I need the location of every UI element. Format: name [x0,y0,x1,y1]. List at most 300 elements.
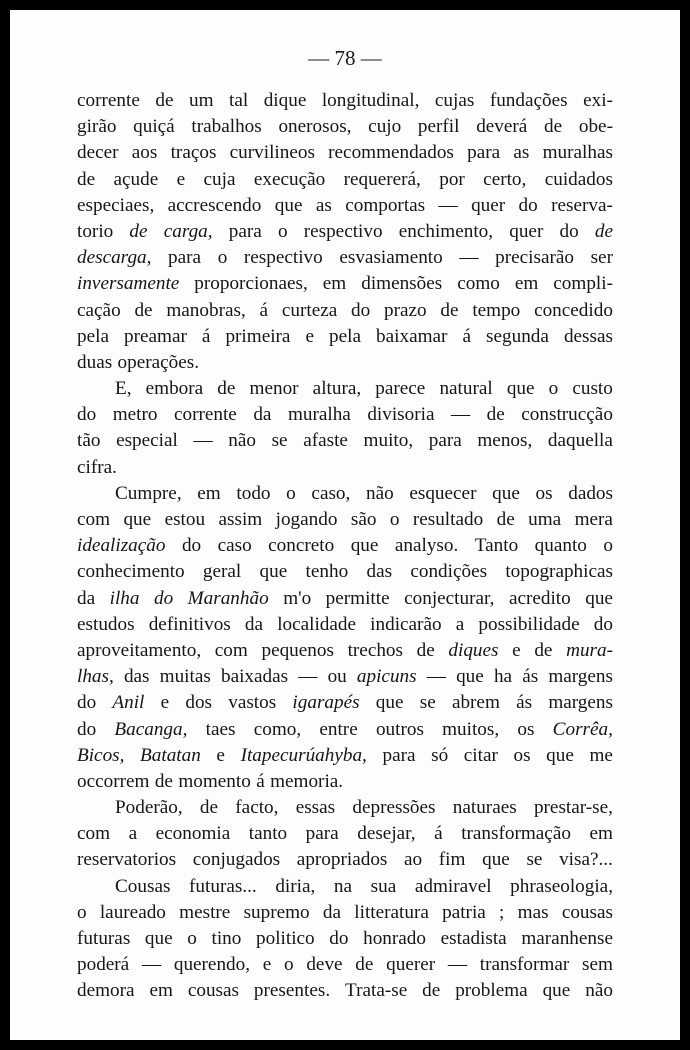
word: o [77,901,87,923]
word: taes [205,718,236,740]
word: de [486,404,505,426]
text-line [77,638,613,664]
word: de [534,639,553,661]
word: inversamente [77,273,180,295]
word: prestar-se, [533,797,613,819]
word: Bacanga, [114,718,188,740]
word: prazo [384,299,427,321]
word: que [375,692,404,714]
word: em [589,823,613,845]
text-line [77,245,613,271]
word: do [559,220,579,242]
word: cousas [187,980,239,1002]
text-line [77,900,613,926]
word: duas [77,351,113,373]
word: demora [77,980,135,1002]
word: que [123,509,152,530]
word: — [450,404,471,426]
book-page [10,10,680,1040]
word: o [603,535,613,557]
word: sem [581,954,613,976]
word: das [123,666,150,688]
word: corrente [173,404,237,426]
word: supremo [243,901,310,923]
word: Corrêa, [552,718,613,740]
word: cujas [434,90,475,111]
word: visa?... [559,849,613,871]
word: idealização [77,535,166,557]
word: e [160,692,170,714]
word: traços [170,142,217,164]
word: topographicas [505,561,613,583]
word: só [431,744,449,766]
word: transformar [479,954,570,976]
word: do [351,299,371,321]
word: de [544,116,563,138]
word: concreto [268,535,335,557]
text-line [77,612,613,638]
word: facto, [235,797,279,819]
word: entre [319,718,358,740]
word: os [513,744,531,766]
word: comportas [345,194,426,216]
word: o [548,378,559,400]
word: daquella [547,430,613,452]
word: para [428,430,462,452]
word: muralha [287,404,351,426]
word: de [199,797,219,819]
word: — [193,430,213,452]
word: occorrem [77,770,150,792]
word: do [518,194,538,216]
word: não [228,430,256,452]
word: girão [77,116,117,138]
word: querer [386,954,436,976]
word: Batatan [140,744,201,766]
word: cousas [561,901,613,923]
word: fundações [489,90,568,111]
word: margens [548,666,613,688]
word: obe- [578,116,613,138]
word: do [77,692,97,714]
word: accrescendo [167,194,262,216]
word: da [244,613,264,635]
word: diques [448,639,499,661]
text-line [77,769,613,795]
word: segunda [486,325,549,347]
word: exi- [583,90,613,111]
word: para [382,744,416,766]
word: tal [229,90,249,111]
word: operações. [117,351,200,373]
body-text [77,88,613,1005]
word: muitos, [442,718,500,740]
word: depressões [352,797,436,819]
word: memoria. [270,770,344,792]
word: onerosos, [278,116,352,138]
word: preamar [124,325,187,347]
word: que [456,666,484,688]
word: Anil [112,692,145,714]
word: manobras, [166,299,246,321]
word: ; [499,901,505,923]
word: todo [236,482,271,504]
word: e [305,325,315,347]
word: requererá, [343,168,421,190]
word: carga, [163,220,213,242]
word: da [77,587,96,609]
word: que [259,561,288,583]
word: ilha [109,587,140,609]
word: longitudinal, [321,90,420,111]
word: que [546,744,574,766]
word: perfil [417,116,460,138]
word: — [426,666,446,688]
word: respectivo [243,247,323,269]
word: torio [77,220,114,242]
text-line [77,455,613,481]
word: curteza [281,299,338,321]
text-line [77,219,613,245]
word: tanto [248,823,288,845]
word: com [214,639,248,661]
word: que [482,849,510,871]
page-number: — 78 — [308,46,382,70]
word: com [77,509,111,530]
text-line [77,271,613,297]
word: de [129,220,148,242]
word: certo, [483,168,527,190]
word: pela [77,325,109,347]
word: execução [253,168,326,190]
word: á [434,823,443,845]
word: em [149,980,173,1002]
word: menos, [477,430,533,452]
word: problema [455,980,528,1002]
word: deverá [476,116,528,138]
word: o [277,220,288,242]
word: de [217,378,236,400]
word: á [259,299,269,321]
word: caso, [311,482,351,504]
word: para [305,823,339,845]
word: proporcionaes, [194,273,308,295]
word: se [271,430,288,452]
word: o [217,247,228,269]
word: Bicos, [77,744,125,766]
word: menor [249,378,299,400]
word: não [585,980,613,1002]
word: de [155,90,174,111]
word: quiçá [133,116,175,138]
word: como, [253,718,302,740]
word: cação [77,299,121,321]
word: tão [77,430,101,452]
word: naturaes [452,797,517,819]
word: vastos [228,692,277,714]
word: trechos [347,639,403,661]
text-line [77,140,613,166]
word: quer [471,194,506,216]
word: litteratura [354,901,429,923]
word: á [462,325,471,347]
word: natural [439,378,493,400]
text-line [77,795,613,821]
word: de [440,299,459,321]
word: patria [442,901,486,923]
word: concedido [534,299,613,321]
word: Maranhão [187,587,269,609]
word: ás [516,692,533,714]
word: muito, [363,430,414,452]
word: politico [256,928,315,949]
word: precisarão [495,247,574,269]
word: decer [77,142,119,164]
word: Tanto [474,535,519,557]
word: baixadas [220,666,289,688]
word: os [535,482,553,504]
word: cifra. [77,456,117,478]
word: com [77,823,111,845]
word: dados [568,482,613,504]
word: de [77,168,96,190]
word: de [422,980,441,1002]
word: das [366,561,393,583]
word: ás [522,666,539,688]
word: transformação [461,823,571,845]
word: dimensões [361,273,443,295]
word: assim [218,509,263,530]
word: phraseologia, [510,875,613,897]
word: o [284,954,294,976]
text-line [77,376,613,402]
word: á [256,770,265,792]
word: especial [116,430,178,452]
word: — [447,954,468,976]
word: mas [517,901,549,923]
word: ha [493,666,513,688]
word: primeira [225,325,291,347]
word: corrente [77,90,140,111]
word: ser [590,247,613,269]
word: Itapecurúahyba, [240,744,367,766]
word: apropriados [296,849,388,871]
word: os [517,718,535,740]
word: abrem [451,692,500,714]
word: citar [463,744,498,766]
word: maranhense [521,928,613,949]
word: por [439,168,465,190]
word: em [197,482,221,504]
text-line [77,114,613,140]
word: reservatorios [77,849,177,871]
word: — [141,954,162,976]
word: da [322,901,342,923]
word: Poderão, [115,797,183,819]
word: deve [306,954,343,976]
word: altura, [312,378,362,400]
word: ou [327,666,347,688]
word: na [333,875,353,897]
word: dique [263,90,307,111]
word: baixamar [376,325,448,347]
word: acredito [508,587,571,609]
word: de [416,639,435,661]
text-line [77,978,613,1004]
word: o [286,482,296,504]
text-line [77,952,613,978]
word: possibilidade [478,613,580,635]
word: que [144,928,173,949]
word: e [262,954,272,976]
word: localidade [277,613,357,635]
text-line [77,664,613,690]
word: estou [164,509,206,530]
word: estudos [77,613,135,635]
word: aproveitamento, [77,639,202,661]
text-line [77,821,613,847]
word: mera [574,509,613,530]
word: analyso. [394,535,459,557]
word: curvilineos [229,142,315,164]
word: como [457,273,500,295]
word: recommendados [328,142,454,164]
word: tempo [472,299,521,321]
word: geral [202,561,242,583]
word: para [168,247,202,269]
word: o [389,509,400,530]
word: se [526,849,543,871]
word: igarapés [292,692,360,714]
text-line [77,847,613,873]
word: cuja [203,168,236,190]
word: poderá [77,954,130,976]
word: para [467,142,501,164]
word: um [188,90,214,111]
word: futuras [77,928,131,949]
word: muralhas [542,142,613,164]
word: não [365,482,394,504]
word: divisoria [367,404,435,426]
text-line [77,690,613,716]
text-line [77,402,613,428]
word: sua [370,875,397,897]
word: do [181,535,202,557]
word: que [274,194,303,216]
word: que [585,587,613,609]
word: cuidados [544,168,613,190]
word: apicuns [356,666,417,688]
word: mura- [566,639,613,661]
word: do [77,404,97,426]
text-line [77,717,613,743]
word: açude [113,168,159,190]
word: embora [145,378,204,400]
word: margens [548,692,613,714]
word: descarga, [77,247,152,269]
word: dessas [563,325,613,347]
word: E, [115,378,132,400]
word: que [542,980,571,1002]
word: cujo [368,116,402,138]
word: de [355,954,374,976]
word: esvasiamento [339,247,443,269]
word: estadista [440,928,507,949]
text-line [77,874,613,900]
word: e [216,744,225,766]
text-line [77,324,613,350]
word: mestre [179,901,231,923]
word: tino [211,928,242,949]
word: — [438,194,458,216]
word: honrado [363,928,426,949]
word: outros [375,718,424,740]
word: definitivos [148,613,231,635]
word: momento [178,770,251,792]
word: o [187,928,197,949]
text-line [77,167,613,193]
word: economia [155,823,231,845]
word: m'o [283,587,312,609]
word: futuras... [189,875,257,897]
word: aos [131,142,158,164]
text-line [77,193,613,219]
text-line [77,533,613,559]
word: laureado [99,901,166,923]
word: compli- [553,273,613,295]
word: dos [185,692,213,714]
word: reserva- [551,194,613,216]
word: em [322,273,347,295]
word: á [201,325,211,347]
text-line [77,743,613,769]
word: diria, [275,875,316,897]
text-line [77,507,613,533]
word: me [589,744,613,766]
word: as [315,194,332,216]
word: são [350,509,377,530]
text-line [77,428,613,454]
word: ao [404,849,423,871]
word: de [154,770,173,792]
word: quanto [534,535,587,557]
word: conjecturar, [404,587,495,609]
word: metro [112,404,158,426]
word: quer [509,220,544,242]
word: Cumpre, [115,482,182,504]
word: respectivo [303,220,383,242]
word: tenho [305,561,349,583]
word: que [492,482,520,504]
word: se [419,692,436,714]
text-line [77,481,613,507]
word: a [455,613,465,635]
word: desejar, [357,823,416,845]
word: caso [217,535,252,557]
word: e [176,168,186,190]
word: pequenos [261,639,334,661]
word: permitte [325,587,390,609]
word: conjugados [192,849,281,871]
word: a [128,823,138,845]
word: — [298,666,318,688]
word: indicarão [370,613,442,635]
text-line [77,559,613,585]
word: jogando [275,509,338,530]
word: parece [375,378,426,400]
word: trabalhos [191,116,262,138]
word: querendo, [173,954,251,976]
